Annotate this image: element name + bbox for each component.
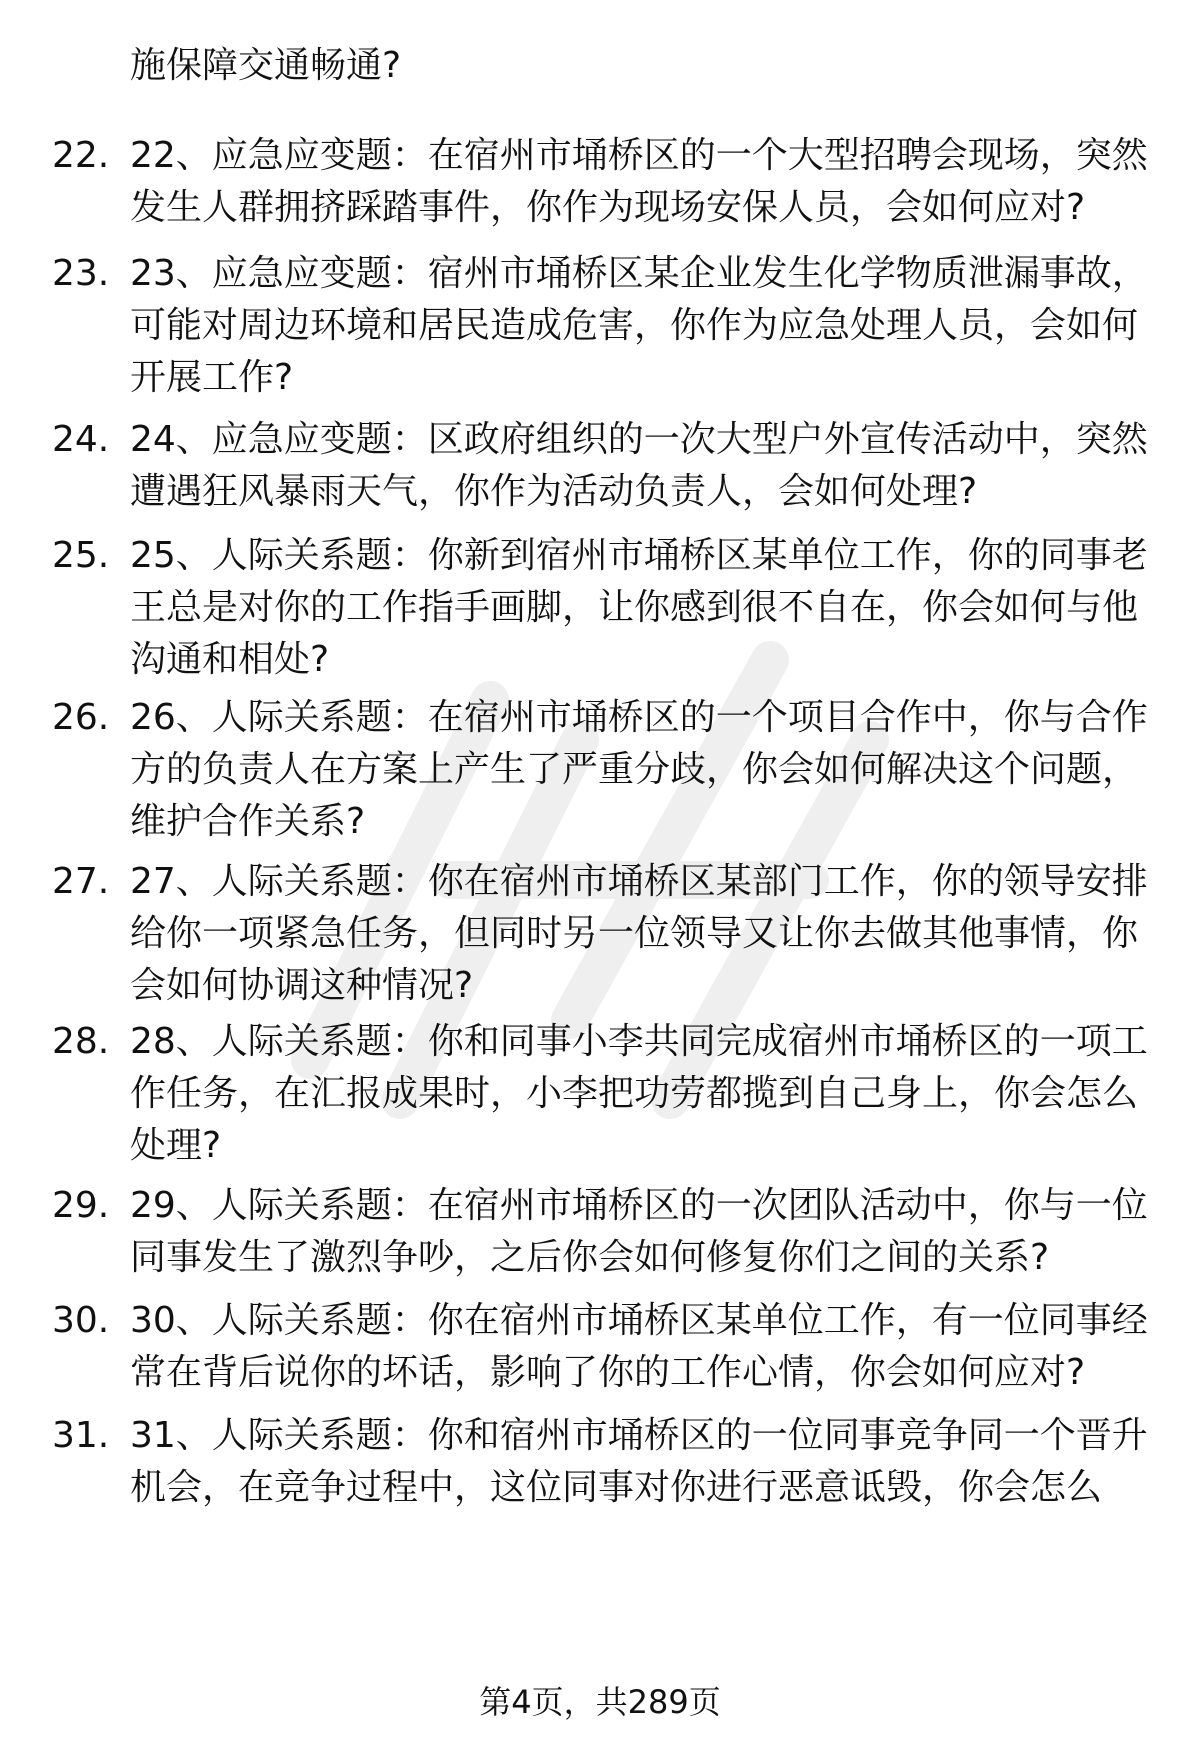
question-line: 23、应急应变题：宿州市埇桥区某企业发生化学物质泄漏事故， xyxy=(130,253,1148,294)
question-line: 遭遇狂风暴雨天气，你作为活动负责人，会如何处理? xyxy=(130,471,978,512)
item-number: 26. xyxy=(52,697,110,738)
question-line: 机会，在竞争过程中，这位同事对你进行恶意诋毁，你会怎么 xyxy=(130,1467,1103,1508)
question-line: 30、人际关系题：你在宿州市埇桥区某单位工作，有一位同事经 xyxy=(130,1300,1148,1341)
item-number: 31. xyxy=(52,1415,110,1456)
question-line: 24、应急应变题：区政府组织的一次大型户外宣传活动中，突然 xyxy=(130,419,1148,460)
item-number: 22. xyxy=(52,135,110,176)
question-line: 维护合作关系? xyxy=(130,801,366,842)
question-text xyxy=(130,1295,1148,1399)
continuation-line: 施保障交通畅通? xyxy=(130,45,402,86)
item-number: 23. xyxy=(52,253,110,294)
question-line: 作任务，在汇报成果时，小李把功劳都揽到自己身上，你会怎么 xyxy=(130,1073,1139,1114)
question-line: 25、人际关系题：你新到宿州市埇桥区某单位工作，你的同事老 xyxy=(130,535,1148,576)
item-number: 24. xyxy=(52,419,110,460)
question-line: 可能对周边环境和居民造成危害，你作为应急处理人员，会如何 xyxy=(130,305,1139,346)
question-line: 沟通和相处? xyxy=(130,639,330,680)
question-line: 开展工作? xyxy=(130,357,294,398)
question-line: 方的负责人在方案上产生了严重分歧，你会如何解决这个问题， xyxy=(130,749,1139,790)
item-number: 28. xyxy=(52,1021,110,1062)
item-number: 29. xyxy=(52,1185,110,1226)
question-line: 28、人际关系题：你和同事小李共同完成宿州市埇桥区的一项工 xyxy=(130,1021,1148,1062)
question-line: 27、人际关系题：你在宿州市埇桥区某部门工作，你的领导安排 xyxy=(130,861,1148,902)
question-line: 31、人际关系题：你和宿州市埇桥区的一位同事竞争同一个晋升 xyxy=(130,1415,1148,1456)
question-text xyxy=(130,530,1148,686)
question-line: 常在背后说你的坏话，影响了你的工作心情，你会如何应对? xyxy=(130,1352,1086,1393)
question-line: 处理? xyxy=(130,1125,222,1166)
question-line: 发生人群拥挤踩踏事件，你作为现场安保人员，会如何应对? xyxy=(130,187,1086,228)
question-line: 给你一项紧急任务，但同时另一位领导又让你去做其他事情，你 xyxy=(130,913,1139,954)
question-text xyxy=(130,692,1148,848)
question-line: 22、应急应变题：在宿州市埇桥区的一个大型招聘会现场，突然 xyxy=(130,135,1148,176)
question-line: 会如何协调这种情况? xyxy=(130,965,474,1006)
question-line: 王总是对你的工作指手画脚，让你感到很不自在，你会如何与他 xyxy=(130,587,1139,628)
item-number: 30. xyxy=(52,1300,110,1341)
question-text xyxy=(130,1180,1148,1284)
question-text xyxy=(130,130,1148,234)
question-text xyxy=(130,414,1148,518)
question-line: 29、人际关系题：在宿州市埇桥区的一次团队活动中，你与一位 xyxy=(130,1185,1148,1226)
question-text xyxy=(130,1016,1148,1172)
question-text xyxy=(130,248,1148,404)
question-text xyxy=(130,1410,1148,1514)
question-text xyxy=(130,856,1148,1012)
item-number: 25. xyxy=(52,535,110,576)
question-line: 同事发生了激烈争吵，之后你会如何修复你们之间的关系? xyxy=(130,1237,1050,1278)
item-number: 27. xyxy=(52,861,110,902)
question-line: 26、人际关系题：在宿州市埇桥区的一个项目合作中，你与合作 xyxy=(130,697,1148,738)
page-footer: 第4页，共289页 xyxy=(479,1683,721,1721)
